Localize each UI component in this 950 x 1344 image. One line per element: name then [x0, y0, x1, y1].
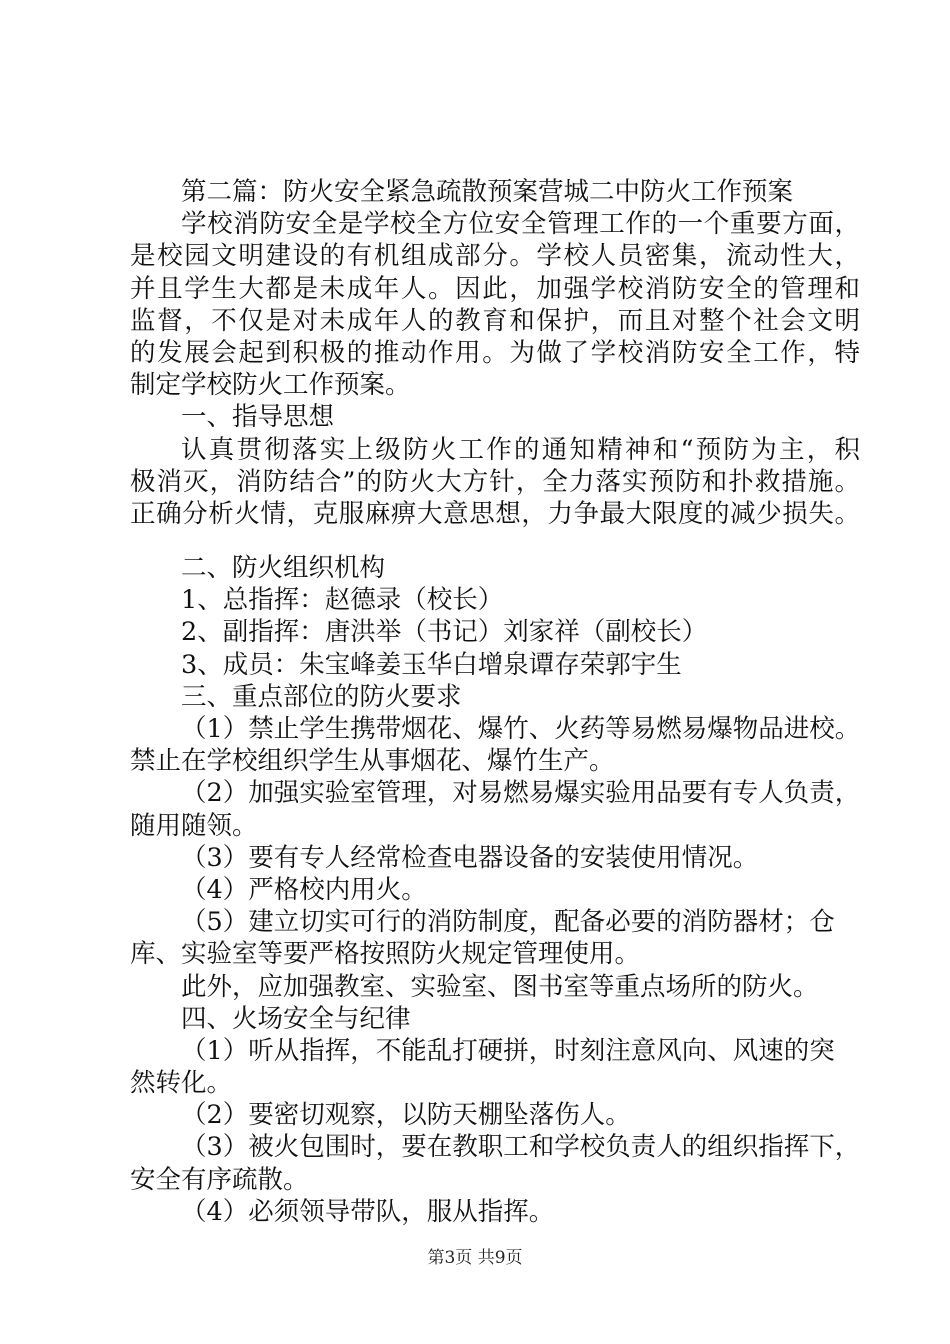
paragraph-line: 认真贯彻落实上级防火工作的通知精神和“预防为主，积	[181, 434, 860, 465]
list-item-continuation: 禁止在学校组织学生从事烟花、爆竹生产。	[130, 746, 615, 777]
section-heading: 二、防火组织机构	[181, 553, 386, 584]
paragraph-line: 极消灭，消防结合”的防火大方针，全力落实预防和扑救措施。	[130, 466, 860, 497]
list-item-continuation: 库、实验室等要严格按照防火规定管理使用。	[130, 939, 641, 970]
document-body	[130, 176, 860, 1228]
list-item-continuation: 随用随领。	[130, 810, 258, 841]
list-item: （1）听从指挥，不能乱打硬拼，时刻注意风向、风速的突	[181, 1035, 835, 1066]
blank-line	[130, 530, 860, 552]
list-item: （2）加强实验室管理，对易燃易爆实验用品要有专人负责，	[181, 778, 861, 809]
list-item: （4）必须领导带队，服从指挥。	[181, 1196, 555, 1227]
list-item: （5）建立切实可行的消防制度，配备必要的消防器材；仓	[181, 907, 835, 938]
paragraph-line: 制定学校防火工作预案。	[130, 370, 411, 401]
paragraph-line: 是校园文明建设的有机组成部分。学校人员密集，流动性大，	[130, 241, 860, 272]
paragraph-line: 的发展会起到积极的推动作用。为做了学校消防安全工作，特	[130, 337, 860, 368]
paragraph-line: 学校消防安全是学校全方位安全管理工作的一个重要方面，	[181, 209, 860, 240]
list-item-continuation: 然转化。	[130, 1068, 233, 1099]
list-item: （3）要有专人经常检查电器设备的安装使用情况。	[181, 842, 759, 873]
list-item: （2）要密切观察，以防天棚坠落伤人。	[181, 1100, 631, 1131]
document-title: 第二篇：防火安全紧急疏散预案营城二中防火工作预案	[181, 177, 794, 207]
list-item: （3）被火包围时，要在教职工和学校负责人的组织指挥下，	[181, 1132, 861, 1163]
list-item: （4）严格校内用火。	[181, 874, 427, 905]
page-number-footer: 第3页 共9页	[427, 1248, 523, 1268]
list-item: 3、成员：朱宝峰姜玉华白增泉谭存荣郭宇生	[181, 649, 682, 680]
section-heading: 三、重点部位的防火要求	[181, 681, 462, 712]
section-heading: 四、火场安全与纪律	[181, 1003, 411, 1034]
list-item-continuation: 安全有序疏散。	[130, 1164, 309, 1195]
list-item: 1、总指挥：赵德录（校长）	[181, 585, 504, 616]
paragraph-line: 监督，不仅是对未成年人的教育和保护，而且对整个社会文明	[130, 305, 860, 336]
section-heading: 一、指导思想	[181, 402, 335, 433]
list-item: 2、副指挥：唐洪举（书记）刘家祥（副校长）	[181, 617, 708, 648]
paragraph-line: 并且学生大都是未成年人。因此，加强学校消防安全的管理和	[130, 273, 860, 304]
paragraph-line: 此外，应加强教室、实验室、图书室等重点场所的防火。	[181, 971, 819, 1002]
list-item: （1）禁止学生携带烟花、爆竹、火药等易燃易爆物品进校。	[181, 714, 861, 744]
paragraph-line: 正确分析火情，克服麻痹大意思想，力争最大限度的减少损失。	[130, 498, 860, 529]
